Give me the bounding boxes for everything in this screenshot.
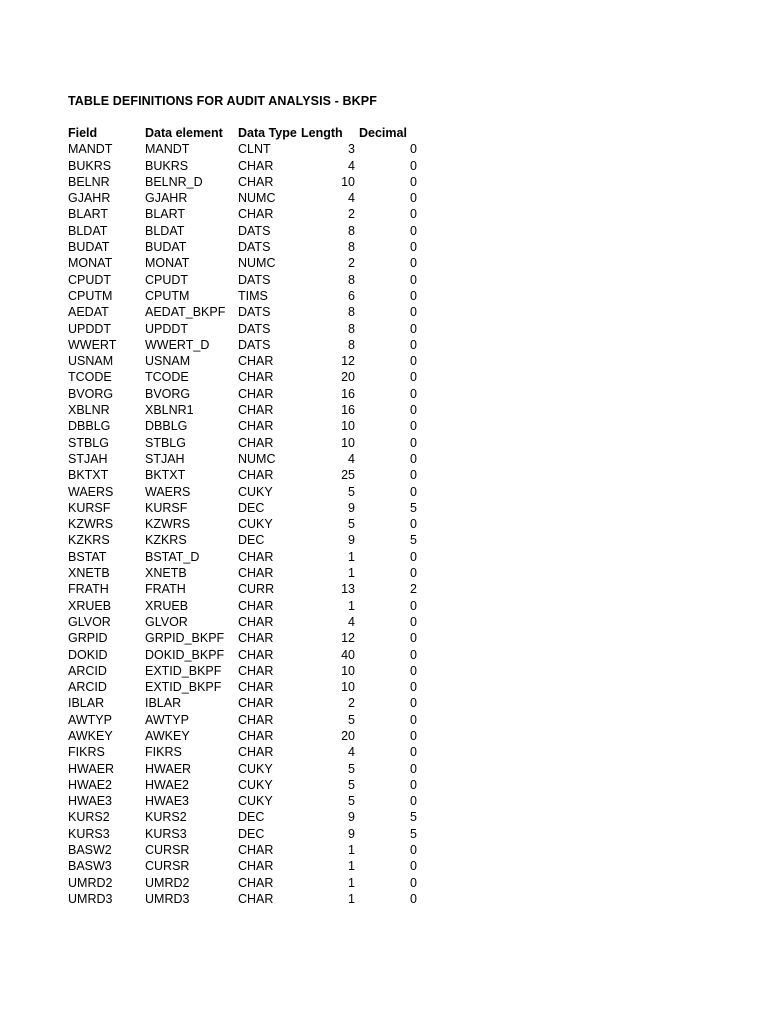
table-row [68,158,428,174]
cell-length: 4 [348,745,355,760]
cell-decimal: 0 [410,663,417,678]
cell-field: CPUDT [68,272,112,287]
table-row [68,842,428,858]
cell-data-type: CHAR [238,354,274,369]
cell-length: 5 [348,761,355,776]
cell-decimal: 0 [410,728,417,743]
cell-data-type: DATS [238,223,271,238]
cell-field: USNAM [68,354,114,369]
cell-data-element: AWKEY [145,728,190,743]
cell-field: AWTYP [68,712,112,727]
cell-length: 9 [348,826,355,841]
cell-data-type: CUKY [238,777,273,792]
cell-field: AWKEY [68,728,113,743]
cell-field: UMRD2 [68,875,113,890]
table-row [68,647,428,663]
cell-length: 9 [348,533,355,548]
cell-data-element: BVORG [145,386,191,401]
cell-field: IBLAR [68,696,105,711]
cell-length: 1 [348,843,355,858]
cell-length: 20 [341,370,355,385]
cell-data-element: DOKID_BKPF [145,647,225,662]
cell-decimal: 0 [410,647,417,662]
table-row [68,516,428,532]
cell-field: ARCID [68,680,107,695]
table-row [68,581,428,597]
cell-data-type: CHAR [238,419,274,434]
cell-length: 1 [348,875,355,890]
cell-decimal: 5 [410,533,417,548]
cell-field: FIKRS [68,745,105,760]
cell-decimal: 0 [410,256,417,271]
cell-decimal: 0 [410,549,417,564]
cell-length: 5 [348,484,355,499]
cell-data-type: CHAR [238,403,274,418]
cell-data-element: TCODE [145,370,189,385]
cell-field: XBLNR [68,403,110,418]
table-row [68,875,428,891]
cell-decimal: 0 [410,207,417,222]
cell-data-element: BLART [145,207,186,222]
cell-field: BKTXT [68,468,109,483]
cell-field: BLART [68,207,109,222]
table-row [68,321,428,337]
cell-length: 4 [348,614,355,629]
cell-field: STJAH [68,451,108,466]
cell-data-element: CURSR [145,859,190,874]
cell-data-type: CHAR [238,435,274,450]
cell-field: UPDDT [68,321,112,336]
cell-length: 3 [348,142,355,157]
cell-length: 2 [348,256,355,271]
cell-data-type: DATS [238,337,271,352]
cell-decimal: 0 [410,435,417,450]
column-header-field: Field [68,126,98,140]
cell-decimal: 5 [410,826,417,841]
cell-data-element: KZWRS [145,517,191,532]
cell-data-element: CPUTM [145,288,190,303]
cell-data-element: KZKRS [145,533,187,548]
cell-field: GRPID [68,631,108,646]
cell-data-type: CHAR [238,875,274,890]
cell-data-element: BUKRS [145,158,189,173]
cell-length: 8 [348,223,355,238]
table-row [68,435,428,451]
cell-field: KURS2 [68,810,110,825]
cell-length: 13 [341,582,355,597]
cell-data-type: DEC [238,826,265,841]
cell-data-element: BUDAT [145,240,187,255]
table-row [68,239,428,255]
table-row [68,891,428,907]
cell-decimal: 0 [410,305,417,320]
column-header-length: Length [301,126,343,140]
cell-data-type: CHAR [238,566,274,581]
table-row [68,663,428,679]
cell-data-type: DEC [238,533,265,548]
cell-length: 40 [341,647,355,662]
cell-decimal: 0 [410,631,417,646]
table-row [68,532,428,548]
cell-decimal: 0 [410,484,417,499]
cell-data-element: UMRD3 [145,891,190,906]
cell-decimal: 0 [410,288,417,303]
cell-length: 2 [348,696,355,711]
cell-field: TCODE [68,370,112,385]
cell-data-element: AEDAT_BKPF [145,305,226,320]
table-row [68,598,428,614]
cell-length: 8 [348,305,355,320]
cell-data-type: DEC [238,500,265,515]
cell-length: 5 [348,712,355,727]
cell-data-type: CUKY [238,761,273,776]
cell-decimal: 0 [410,240,417,255]
cell-length: 9 [348,810,355,825]
table-row [68,630,428,646]
cell-decimal: 0 [410,142,417,157]
cell-decimal: 0 [410,614,417,629]
cell-field: DBBLG [68,419,111,434]
cell-data-element: WAERS [145,484,191,499]
table-row [68,500,428,516]
cell-data-type: NUMC [238,256,276,271]
cell-data-element: MANDT [145,142,190,157]
cell-decimal: 0 [410,777,417,792]
cell-data-type: CHAR [238,891,274,906]
cell-length: 2 [348,207,355,222]
cell-field: GJAHR [68,191,111,206]
cell-length: 6 [348,288,355,303]
cell-decimal: 0 [410,843,417,858]
table-row [68,712,428,728]
table-row [68,190,428,206]
cell-length: 16 [341,403,355,418]
cell-data-type: CHAR [238,370,274,385]
cell-data-type: DATS [238,272,271,287]
table-row [68,858,428,874]
cell-field: KZKRS [68,533,110,548]
cell-decimal: 0 [410,745,417,760]
cell-decimal: 0 [410,403,417,418]
cell-data-element: MONAT [145,256,190,271]
cell-field: BASW2 [68,843,112,858]
cell-data-element: FIKRS [145,745,182,760]
cell-data-type: CHAR [238,174,274,189]
cell-decimal: 0 [410,468,417,483]
cell-length: 1 [348,598,355,613]
cell-data-element: CURSR [145,843,190,858]
cell-decimal: 0 [410,517,417,532]
table-row [68,549,428,565]
cell-decimal: 0 [410,354,417,369]
table-row [68,728,428,744]
cell-data-element: STBLG [145,435,186,450]
table-row [68,288,428,304]
column-header-decimal: Decimal [359,126,407,140]
cell-field: WWERT [68,337,117,352]
cell-data-type: CHAR [238,598,274,613]
cell-decimal: 0 [410,696,417,711]
cell-length: 25 [341,468,355,483]
cell-decimal: 0 [410,419,417,434]
cell-data-element: BKTXT [145,468,186,483]
cell-decimal: 0 [410,451,417,466]
table-row [68,369,428,385]
cell-length: 1 [348,566,355,581]
cell-length: 10 [341,174,355,189]
cell-data-type: CHAR [238,663,274,678]
table-row [68,255,428,271]
cell-data-element: XNETB [145,566,187,581]
cell-data-element: BELNR_D [145,174,203,189]
cell-decimal: 0 [410,370,417,385]
cell-data-element: DBBLG [145,419,188,434]
cell-length: 8 [348,337,355,352]
cell-decimal: 0 [410,566,417,581]
cell-field: BVORG [68,386,114,401]
cell-field: BUDAT [68,240,110,255]
cell-field: FRATH [68,582,109,597]
cell-field: AEDAT [68,305,109,320]
table-row [68,695,428,711]
document-title: TABLE DEFINITIONS FOR AUDIT ANALYSIS - BKPF [68,94,377,108]
cell-field: BUKRS [68,158,112,173]
cell-data-type: CHAR [238,631,274,646]
cell-data-type: CHAR [238,680,274,695]
cell-decimal: 0 [410,891,417,906]
cell-decimal: 0 [410,761,417,776]
cell-decimal: 0 [410,598,417,613]
cell-data-element: KURS2 [145,810,187,825]
cell-length: 10 [341,419,355,434]
cell-data-type: CLNT [238,142,271,157]
cell-field: KURS3 [68,826,110,841]
cell-data-type: CHAR [238,647,274,662]
cell-length: 10 [341,663,355,678]
table-row [68,793,428,809]
table-row [68,304,428,320]
cell-data-element: BLDAT [145,223,185,238]
table-row [68,206,428,222]
cell-data-element: BSTAT_D [145,549,200,564]
cell-decimal: 0 [410,174,417,189]
table-row [68,565,428,581]
cell-length: 16 [341,386,355,401]
cell-length: 12 [341,354,355,369]
cell-length: 8 [348,240,355,255]
cell-decimal: 0 [410,158,417,173]
cell-data-type: DEC [238,810,265,825]
cell-data-element: XRUEB [145,598,189,613]
cell-data-type: CHAR [238,614,274,629]
cell-decimal: 0 [410,875,417,890]
cell-field: MANDT [68,142,113,157]
cell-field: HWAER [68,761,115,776]
cell-length: 4 [348,451,355,466]
cell-length: 9 [348,500,355,515]
cell-data-type: CHAR [238,386,274,401]
cell-decimal: 0 [410,712,417,727]
cell-length: 8 [348,321,355,336]
cell-data-type: CHAR [238,207,274,222]
cell-field: KURSF [68,500,111,515]
cell-length: 12 [341,631,355,646]
cell-decimal: 5 [410,500,417,515]
cell-data-element: STJAH [145,451,185,466]
table-row [68,337,428,353]
cell-data-element: CPUDT [145,272,189,287]
table-row [68,826,428,842]
cell-data-element: XBLNR1 [145,403,194,418]
cell-decimal: 0 [410,859,417,874]
cell-data-element: HWAER [145,761,192,776]
table-row [68,614,428,630]
cell-length: 1 [348,549,355,564]
cell-data-type: NUMC [238,451,276,466]
cell-field: XNETB [68,566,110,581]
cell-data-type: TIMS [238,288,268,303]
cell-field: BELNR [68,174,110,189]
cell-length: 1 [348,891,355,906]
cell-decimal: 0 [410,337,417,352]
table-row [68,484,428,500]
cell-decimal: 0 [410,321,417,336]
table-row [68,744,428,760]
cell-decimal: 5 [410,810,417,825]
cell-length: 5 [348,777,355,792]
cell-data-element: KURS3 [145,826,187,841]
cell-length: 10 [341,435,355,450]
cell-field: STBLG [68,435,109,450]
cell-data-type: CUKY [238,794,273,809]
table-row [68,679,428,695]
cell-length: 8 [348,272,355,287]
cell-data-type: CHAR [238,745,274,760]
table-row [68,467,428,483]
cell-field: CPUTM [68,288,113,303]
table-row [68,141,428,157]
cell-length: 20 [341,728,355,743]
cell-field: GLVOR [68,614,111,629]
cell-data-element: IBLAR [145,696,182,711]
cell-data-type: CHAR [238,549,274,564]
cell-length: 1 [348,859,355,874]
cell-data-type: CHAR [238,843,274,858]
cell-data-element: EXTID_BKPF [145,680,222,695]
cell-data-element: GLVOR [145,614,188,629]
cell-length: 4 [348,158,355,173]
cell-data-type: NUMC [238,191,276,206]
cell-data-type: CHAR [238,696,274,711]
table-row [68,174,428,190]
cell-data-type: DATS [238,240,271,255]
cell-data-type: CUKY [238,517,273,532]
definitions-table [68,125,428,907]
cell-data-type: CHAR [238,712,274,727]
cell-data-element: EXTID_BKPF [145,663,222,678]
table-row [68,386,428,402]
cell-data-element: AWTYP [145,712,189,727]
cell-field: UMRD3 [68,891,113,906]
cell-decimal: 0 [410,794,417,809]
table-row [68,809,428,825]
cell-data-element: UMRD2 [145,875,190,890]
cell-field: ARCID [68,663,107,678]
cell-data-type: DATS [238,321,271,336]
cell-data-element: HWAE2 [145,777,189,792]
cell-data-type: CURR [238,582,275,597]
cell-field: BLDAT [68,223,108,238]
cell-field: BASW3 [68,859,112,874]
cell-data-type: DATS [238,305,271,320]
table-row [68,353,428,369]
cell-data-element: GRPID_BKPF [145,631,225,646]
cell-data-element: UPDDT [145,321,189,336]
cell-field: HWAE3 [68,794,112,809]
cell-decimal: 0 [410,191,417,206]
cell-data-type: CUKY [238,484,273,499]
cell-data-element: USNAM [145,354,191,369]
cell-field: WAERS [68,484,114,499]
cell-data-type: CHAR [238,158,274,173]
column-header-data-element: Data element [145,126,223,140]
cell-data-element: KURSF [145,500,188,515]
cell-decimal: 0 [410,386,417,401]
cell-field: MONAT [68,256,113,271]
cell-decimal: 0 [410,680,417,695]
cell-decimal: 2 [410,582,417,597]
cell-data-element: FRATH [145,582,186,597]
table-header-row [68,125,428,141]
cell-data-type: CHAR [238,859,274,874]
cell-length: 5 [348,517,355,532]
cell-data-element: GJAHR [145,191,188,206]
cell-field: KZWRS [68,517,114,532]
cell-field: XRUEB [68,598,112,613]
table-row [68,223,428,239]
table-row [68,451,428,467]
cell-length: 5 [348,794,355,809]
cell-length: 4 [348,191,355,206]
table-row [68,777,428,793]
column-header-data-type: Data Type [238,126,297,140]
cell-field: DOKID [68,647,108,662]
cell-data-type: CHAR [238,728,274,743]
cell-data-element: HWAE3 [145,794,189,809]
table-row [68,402,428,418]
cell-field: BSTAT [68,549,107,564]
table-row [68,418,428,434]
cell-length: 10 [341,680,355,695]
cell-field: HWAE2 [68,777,112,792]
table-row [68,761,428,777]
cell-decimal: 0 [410,272,417,287]
table-row [68,272,428,288]
cell-data-element: WWERT_D [145,337,210,352]
cell-data-type: CHAR [238,468,274,483]
cell-decimal: 0 [410,223,417,238]
